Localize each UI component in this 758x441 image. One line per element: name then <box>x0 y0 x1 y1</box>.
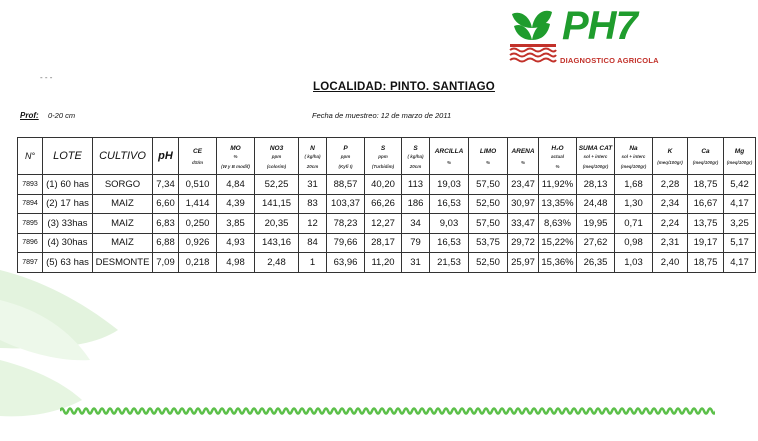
header-nro: N° <box>18 138 43 175</box>
table-cell: 2,40 <box>653 253 688 273</box>
table-cell: 8,63% <box>539 214 577 234</box>
table-cell: 52,25 <box>255 175 299 195</box>
table-row <box>18 214 756 234</box>
table-cell: 2,24 <box>653 214 688 234</box>
table-cell: 7,09 <box>153 253 179 273</box>
table-cell: 1,414 <box>179 194 217 214</box>
table-cell: 3,85 <box>217 214 255 234</box>
table-cell: 63,96 <box>327 253 365 273</box>
table-cell: 11,92% <box>539 175 577 195</box>
depth-label: Prof: <box>20 111 39 120</box>
table-cell: (2) 17 has <box>43 194 93 214</box>
table-body <box>18 175 756 273</box>
table-cell: 0,98 <box>615 233 653 253</box>
table-cell: 28,17 <box>365 233 402 253</box>
table-cell: 19,03 <box>430 175 469 195</box>
table-cell: 13,35% <box>539 194 577 214</box>
table-cell: (1) 60 has <box>43 175 93 195</box>
table-cell: (3) 33has <box>43 214 93 234</box>
table-cell: 1,03 <box>615 253 653 273</box>
table-cell: 5,42 <box>724 175 756 195</box>
table-cell: 13,75 <box>688 214 724 234</box>
table-cell: 141,15 <box>255 194 299 214</box>
table-cell: 57,50 <box>469 214 508 234</box>
table-cell: 103,37 <box>327 194 365 214</box>
table-cell: MAIZ <box>93 214 153 234</box>
table-cell: 143,16 <box>255 233 299 253</box>
table-cell: 2,31 <box>653 233 688 253</box>
header-n: N ( kg/ha) 20cm <box>299 138 327 175</box>
table-cell: 11,20 <box>365 253 402 273</box>
table-cell: 83 <box>299 194 327 214</box>
table-cell: 9,03 <box>430 214 469 234</box>
table-cell: 16,53 <box>430 233 469 253</box>
table-cell: 0,218 <box>179 253 217 273</box>
table-header-row <box>18 138 756 175</box>
soil-analysis-table <box>17 137 756 273</box>
table-cell: 2,28 <box>653 175 688 195</box>
table-cell: 66,26 <box>365 194 402 214</box>
table-cell: 2,34 <box>653 194 688 214</box>
table-cell: 26,35 <box>577 253 615 273</box>
header-na: Na sol + interc (meq/100gr) <box>615 138 653 175</box>
table-cell: 7,34 <box>153 175 179 195</box>
table-cell: 31 <box>402 253 430 273</box>
table-cell: 40,20 <box>365 175 402 195</box>
table-cell: 23,47 <box>508 175 539 195</box>
header-limo: LIMO % <box>469 138 508 175</box>
page-title: LOCALIDAD: PINTO. SANTIAGO <box>313 81 495 93</box>
header-cultivo: CULTIVO <box>93 138 153 175</box>
table-cell: 12 <box>299 214 327 234</box>
table-cell: 1,30 <box>615 194 653 214</box>
table-cell: 186 <box>402 194 430 214</box>
header-h2o: H₂O actual % <box>539 138 577 175</box>
header-ce: CE dS/m <box>179 138 217 175</box>
table-cell: 7894 <box>18 194 43 214</box>
table-cell: 7893 <box>18 175 43 195</box>
table-cell: 21,53 <box>430 253 469 273</box>
table-cell: 16,67 <box>688 194 724 214</box>
table-cell: 4,39 <box>217 194 255 214</box>
table-cell: 18,75 <box>688 253 724 273</box>
table-cell: 7897 <box>18 253 43 273</box>
header-lote: LOTE <box>43 138 93 175</box>
table-cell: 4,17 <box>724 194 756 214</box>
table-cell: 78,23 <box>327 214 365 234</box>
table-cell: 113 <box>402 175 430 195</box>
table-cell: 15,36% <box>539 253 577 273</box>
table-cell: 4,84 <box>217 175 255 195</box>
logo-subtitle: DIAGNOSTICO AGRICOLA <box>560 56 659 65</box>
table-cell: 2,48 <box>255 253 299 273</box>
table-cell: 20,35 <box>255 214 299 234</box>
header-arcilla: ARCILLA % <box>430 138 469 175</box>
table-cell: 30,97 <box>508 194 539 214</box>
table-cell: 5,17 <box>724 233 756 253</box>
header-s-ppm: S ppm (Turbidim) <box>365 138 402 175</box>
header-no3: NO3 ppm (colorim) <box>255 138 299 175</box>
header-ca: Ca (meq/100gr) <box>688 138 724 175</box>
table-cell: 28,13 <box>577 175 615 195</box>
table-cell: 12,27 <box>365 214 402 234</box>
table-cell: 16,53 <box>430 194 469 214</box>
table-cell: 15,22% <box>539 233 577 253</box>
table-cell: 19,95 <box>577 214 615 234</box>
table-cell: (4) 30has <box>43 233 93 253</box>
table-row <box>18 253 756 273</box>
table-cell: 33,47 <box>508 214 539 234</box>
table-cell: 24,48 <box>577 194 615 214</box>
table-cell: 7896 <box>18 233 43 253</box>
table-cell: 4,98 <box>217 253 255 273</box>
header-s-kgha: S ( kg/ha) 20cm <box>402 138 430 175</box>
table-cell: 1 <box>299 253 327 273</box>
table-cell: MAIZ <box>93 194 153 214</box>
table-cell: 6,60 <box>153 194 179 214</box>
table-cell: 25,97 <box>508 253 539 273</box>
table-cell: 29,72 <box>508 233 539 253</box>
table-cell: 79 <box>402 233 430 253</box>
table-cell: 4,93 <box>217 233 255 253</box>
header-arena: ARENA % <box>508 138 539 175</box>
table-cell: 1,68 <box>615 175 653 195</box>
table-row <box>18 175 756 195</box>
header-k: K (meq/100gr) <box>653 138 688 175</box>
header-mo: MO % (W y B modif) <box>217 138 255 175</box>
table-cell: 27,62 <box>577 233 615 253</box>
sampling-date: Fecha de muestreo: 12 de marzo de 2011 <box>312 111 452 120</box>
table-cell: SORGO <box>93 175 153 195</box>
header-mg: Mg (meq/100gr) <box>724 138 756 175</box>
table-row <box>18 194 756 214</box>
table-cell: 52,50 <box>469 194 508 214</box>
table-cell: 6,83 <box>153 214 179 234</box>
table-cell: (5) 63 has <box>43 253 93 273</box>
table-cell: 88,57 <box>327 175 365 195</box>
table-cell: 19,17 <box>688 233 724 253</box>
table-cell: 31 <box>299 175 327 195</box>
table-row <box>18 233 756 253</box>
table-cell: 57,50 <box>469 175 508 195</box>
header-suma-cat: SUMA CAT sol + interc (meq/100gr) <box>577 138 615 175</box>
table-cell: 6,88 <box>153 233 179 253</box>
table-cell: 79,66 <box>327 233 365 253</box>
table-cell: 84 <box>299 233 327 253</box>
table-cell: 0,926 <box>179 233 217 253</box>
table-cell: 0,510 <box>179 175 217 195</box>
table-cell: 7895 <box>18 214 43 234</box>
corner-mark: - - - <box>40 73 53 82</box>
table-cell: 34 <box>402 214 430 234</box>
table-cell: 53,75 <box>469 233 508 253</box>
table-cell: 18,75 <box>688 175 724 195</box>
table-cell: 52,50 <box>469 253 508 273</box>
table-cell: 3,25 <box>724 214 756 234</box>
depth-value: 0-20 cm <box>48 111 76 120</box>
table-cell: DESMONTE <box>93 253 153 273</box>
header-p: P ppm (Kyfi I) <box>327 138 365 175</box>
table-cell: 0,250 <box>179 214 217 234</box>
table-cell: MAIZ <box>93 233 153 253</box>
table-cell: 4,17 <box>724 253 756 273</box>
decorative-wave-border <box>60 405 715 417</box>
header-ph: pH <box>153 138 179 175</box>
logo-wordmark: PH7 <box>562 4 637 48</box>
table-cell: 0,71 <box>615 214 653 234</box>
